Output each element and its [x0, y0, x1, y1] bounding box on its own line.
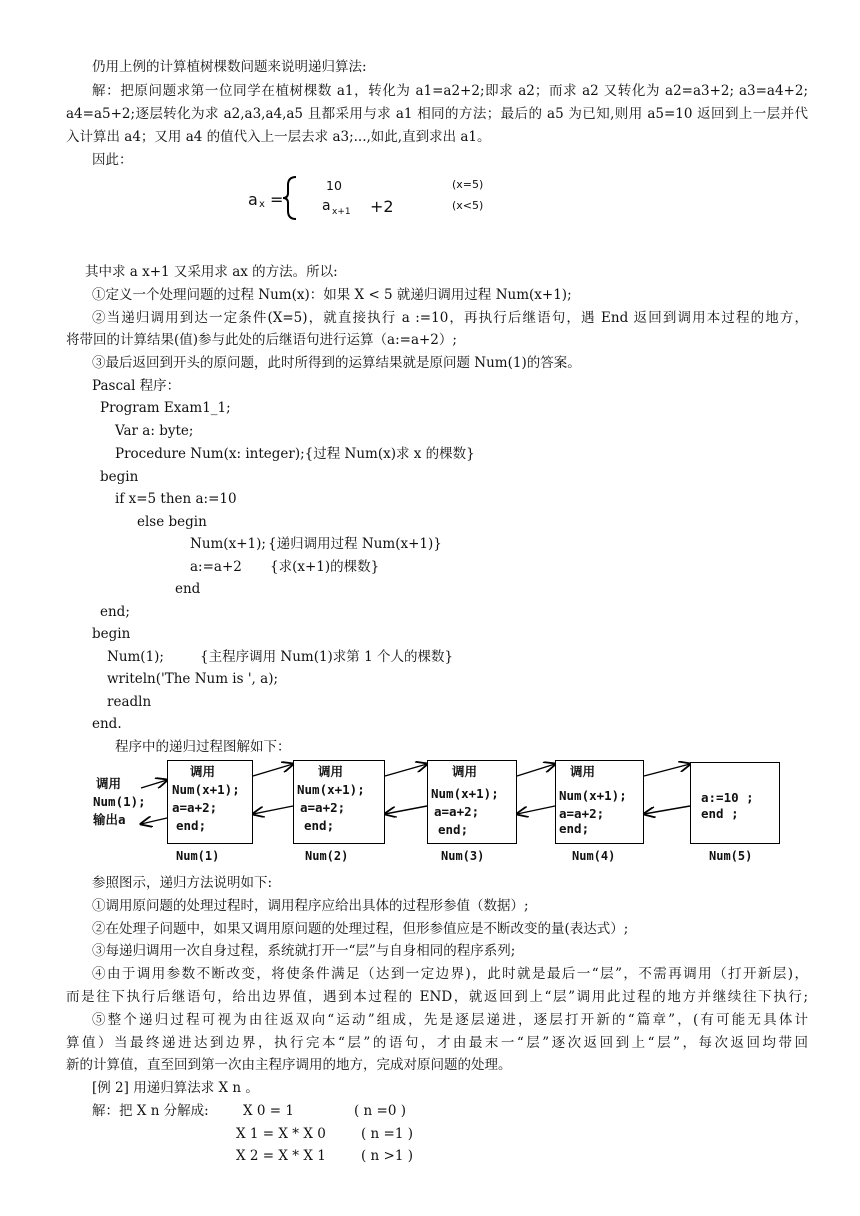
formula-case1-condition: (x=5)	[452, 178, 484, 191]
box-assign-line: a=a+2;	[172, 800, 218, 815]
code-line: Num(1);	[107, 649, 164, 665]
box-assign-line: a=a+2;	[559, 806, 605, 821]
code-line: a:=a+2	[190, 559, 242, 575]
example2-eq-2: X 2 = X * X 1	[236, 1148, 326, 1164]
recursion-box-num1	[167, 760, 253, 844]
explain-line-4: 将带回的计算结果(值)参与此处的后继语句进行运算（a:=a+2）;	[66, 332, 457, 348]
box-call-line: Num(x+1);	[559, 788, 627, 803]
code-line: if x=5 then a:=10	[115, 491, 237, 507]
formula-case2-value: a	[322, 198, 331, 214]
code-comment: {求(x+1)的棵数}	[270, 559, 380, 575]
notes-line-6: 而是往下执行后继语句，给出边界值，遇到本过程的 END，就返回到上“层”调用此过程的地方并继续往下执行;	[66, 989, 808, 1005]
box-end-line: end;	[304, 818, 335, 833]
box-label-num1: Num(1)	[176, 849, 220, 863]
formula-lhs: a	[248, 190, 258, 209]
explain-line-3: ②当递归调用到达一定条件(X=5)，就直接执行 a :=10，再执行后继语句，遇 End 返回到调用本过程的地方，	[92, 310, 808, 326]
formula-case2-condition: (x<5)	[452, 199, 484, 212]
formula-case2-subscript: x+1	[332, 207, 351, 217]
example2-cond-0: ( n =0 )	[354, 1103, 407, 1119]
explain-line-1: 其中求 a x+1 又采用求 ax 的方法。所以:	[85, 264, 338, 280]
notes-line-3: ②在处理子问题中，如果又调用原问题的处理过程，但形参值应是不断改变的量(表达式）;	[92, 921, 629, 937]
code-line: readln	[107, 694, 152, 710]
example2-solution-prefix: 解：把 X n 分解成:	[92, 1103, 209, 1119]
recursion-box-num4	[555, 760, 644, 844]
code-line: else begin	[137, 514, 207, 530]
code-line: Num(x+1);	[190, 536, 266, 552]
intro-line-3: a4=a5+2;逐层转化为求 a2,a3,a4,a5 且都采用与求 a1 相同的方法；最后的 a5 为已知,则用 a5=10 返回到上一层并代	[66, 106, 808, 122]
box-base-end: end ;	[701, 806, 739, 821]
box-call-line: Num(x+1);	[297, 782, 365, 797]
diagram-caption: 程序中的递归过程图解如下：	[115, 739, 291, 755]
box-end-line: end;	[176, 818, 207, 833]
formula-lhs-subscript: x	[259, 199, 265, 210]
notes-line-9: 新的计算值，直至回到第一次由主程序调用的地方，完成对原问题的处理。	[66, 1057, 512, 1073]
notes-line-7: ⑤整个递归过程可视为由往返双向“运动”组成，先是逐层递进，逐层打开新的“篇章”，(有可能无具体计	[92, 1012, 808, 1028]
recursion-box-num2	[293, 760, 385, 844]
box-label-num2: Num(2)	[305, 849, 349, 863]
box-assign-line: a=a+2;	[434, 804, 480, 819]
code-line: end;	[100, 604, 130, 620]
diagram-caller-call: 调用	[96, 776, 122, 791]
code-line: Procedure Num(x: integer);{过程 Num(x)求 x 的棵数}	[115, 446, 475, 462]
code-line: writeln('The Num is ', a);	[107, 671, 279, 687]
intro-line-2: 解：把原问题求第一位同学在植树棵数 a1，转化为 a1=a2+2;即求 a2；而求 a2 又转化为 a2=a3+2; a3=a4+2;	[92, 83, 808, 99]
recursion-box-num5	[690, 762, 780, 844]
box-label-num3: Num(3)	[441, 849, 485, 863]
explain-line-5: ③最后返回到开头的原问题，此时所得到的运算结果就是原问题 Num(1)的答案。	[92, 355, 581, 371]
box-title: 调用	[318, 764, 344, 779]
box-base-assign: a:=10 ;	[701, 790, 754, 805]
notes-line-4: ③每递归调用一次自身过程，系统就打开一“层”与自身相同的程序系列;	[92, 943, 516, 959]
code-line: Var a: byte;	[115, 423, 194, 439]
box-label-num5: Num(5)	[709, 849, 753, 863]
code-line: begin	[92, 626, 131, 642]
box-end-line: end;	[559, 821, 590, 836]
example2-eq-1: X 1 = X * X 0	[236, 1126, 326, 1142]
notes-line-8: 算值）当最终递进达到边界，执行完本“层”的语句，才由最末一“层”逐次返回到上“层”，每次返回均带回	[66, 1035, 808, 1051]
notes-line-2: ①调用原问题的处理过程时，调用程序应给出具体的过程形参值（数据）;	[92, 898, 529, 914]
formula-case2-plus: +2	[370, 197, 394, 216]
diagram-caller-output: 输出a	[93, 812, 126, 827]
formula-case1-value: 10	[326, 178, 342, 193]
intro-line-1: 仍用上例的计算植树棵数问题来说明递归算法:	[92, 59, 367, 75]
intro-line-4: 入计算出 a4；又用 a4 的值代入上一层去求 a3;...,如此,直到求出 a1。	[66, 129, 491, 145]
code-line: begin	[100, 469, 139, 485]
code-line: end.	[92, 716, 122, 732]
box-call-line: Num(x+1);	[172, 782, 240, 797]
formula-equals: =	[270, 190, 284, 209]
intro-line-5: 因此：	[92, 152, 133, 168]
example2-cond-1: ( n =1 )	[361, 1126, 414, 1142]
explain-line-6: Pascal 程序：	[92, 378, 181, 394]
box-title: 调用	[190, 764, 216, 779]
notes-line-1: 参照图示，递归方法说明如下:	[92, 875, 273, 891]
notes-line-5: ④由于调用参数不断改变，将使条件满足（达到一定边界)，此时就是最后一“层”，不需再调用（打开新层)，	[92, 966, 808, 982]
recursion-box-num3	[427, 760, 517, 844]
box-title: 调用	[452, 764, 478, 779]
example2-title: [例 2] 用递归算法求 X n 。	[92, 1080, 259, 1096]
box-call-line: Num(x+1);	[431, 786, 499, 801]
box-label-num4: Num(4)	[572, 849, 616, 863]
example2-eq-0: X 0 = 1	[243, 1103, 294, 1119]
explain-line-2: ①定义一个处理问题的过程 Num(x)：如果 X < 5 就递归调用过程 Num(x+1);	[92, 287, 572, 303]
code-comment: {主程序调用 Num(1)求第 1 个人的棵数}	[200, 649, 454, 665]
code-line: Program Exam1_1;	[100, 400, 231, 416]
code-line: end	[175, 581, 201, 597]
diagram-caller-num1: Num(1);	[93, 794, 146, 809]
box-title: 调用	[570, 764, 596, 779]
code-comment: {递归调用过程 Num(x+1)}	[268, 536, 442, 552]
box-end-line: end;	[438, 822, 469, 837]
box-assign-line: a=a+2;	[300, 800, 346, 815]
example2-cond-2: ( n >1 )	[361, 1148, 414, 1164]
